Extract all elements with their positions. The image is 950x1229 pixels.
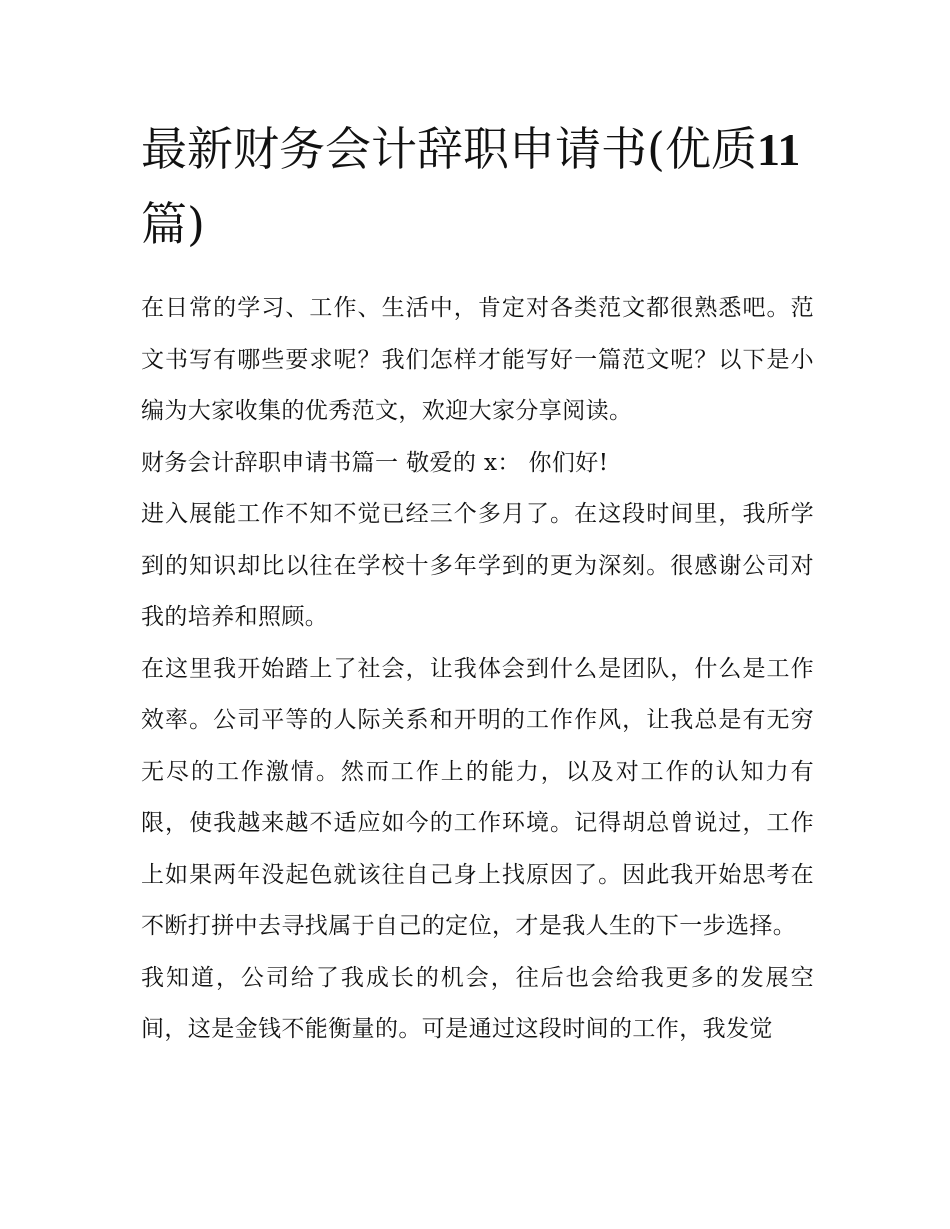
title-count: 11 <box>756 124 801 175</box>
title-text: 最新财务会计辞职申请书(优质 <box>141 122 757 176</box>
intro-paragraph: 在日常的学习、工作、生活中，肯定对各类范文都很熟悉吧。范文书写有哪些要求呢？我们怎样才能写好一篇范文呢？以下是小编为大家收集的优秀范文，欢迎大家分享阅读。 <box>141 295 814 424</box>
body-paragraph-1: 进入展能工作不知不觉已经三个多月了。在这段时间里，我所学到的知识却比以往在学校十多年学到的更为深刻。很感谢公司对我的培养和照顾。 <box>141 501 814 630</box>
body-paragraph-3: 我知道，公司给了我成长的机会，往后也会给我更多的发展空间，这是金钱不能衡量的。可是通过这段时间的工作，我发觉 <box>141 964 814 1042</box>
letter-salutation: 财务会计辞职申请书篇一 敬爱的 x： 你们好! <box>141 449 609 476</box>
document-title <box>141 112 814 261</box>
body-paragraph-2: 在这里我开始踏上了社会，让我体会到什么是团队，什么是工作效率。公司平等的人际关系和开明的工作作风，让我总是有无穷无尽的工作激情。然而工作上的能力，以及对工作的认知力有限，使我越来越不适应如今的工作环境。记得胡总曾说过，工作上如果两年没起色就该往自己身上找原因了。因此我开始思考在不断打拼中去寻找属于自己的定位，才是我人生的下一步选择。 <box>141 655 814 939</box>
title-suffix: 篇) <box>141 197 205 251</box>
